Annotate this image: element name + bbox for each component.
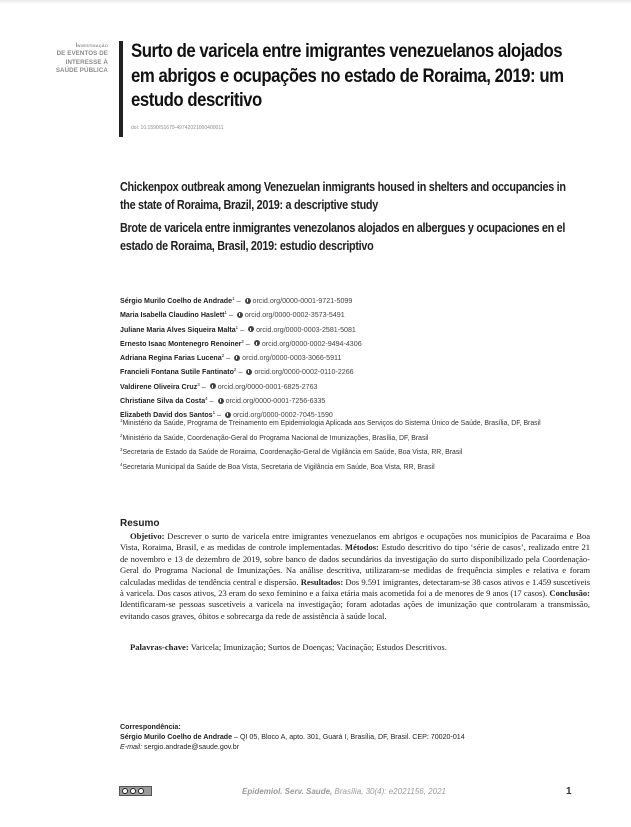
email-address[interactable]: sergio.andrade@saude.gov.br <box>142 743 240 751</box>
author-affiliation-mark: 2 <box>241 338 244 344</box>
results-text: Dos 9.591 imigrantes, detectaram-se 38 casos ativos e 1.459 suscetíveis à varicela. Dos casos ativos, 23 eram do sexo feminino e a faixa etária mais acometida foi a de menores de 9 anos (17 casos). <box>120 576 590 599</box>
affiliation-text: Ministério da Saúde, Coordenação-Geral do Programa Nacional de Imunizações, Brasília, DF, Brasil <box>122 434 429 442</box>
orcid-icon <box>210 383 216 389</box>
methods-label: Métodos: <box>344 542 379 553</box>
affiliation-entry <box>120 460 590 474</box>
conclusion-label: Conclusão: <box>549 588 590 599</box>
author-affiliation-mark: 2 <box>221 353 225 359</box>
affiliation-number: 3 <box>120 447 123 452</box>
author-name: Francieli Fontana Sutile Fantinato <box>120 368 234 377</box>
author-entry <box>120 350 362 364</box>
affiliation-text: Secretaria de Estado da Saúde de Roraima, Coordenação-Geral de Vigilância em Saúde, Boa Vista, RR, Brasil <box>122 449 463 456</box>
correspondence-name: Sérgio Murilo Coelho de Andrade <box>120 733 233 741</box>
article-title: Surto de varicela entre imigrantes venezuelanos alojados em abrigos e ocupações no estado de Roraima, 2019: um estudo descritivo <box>131 40 564 111</box>
affiliation-entry <box>120 416 590 430</box>
results-label: Resultados: <box>300 576 344 587</box>
author-affiliation-mark: 1 <box>212 410 216 416</box>
orcid-icon <box>245 298 251 304</box>
citation-text: Brasília, 30(4): e2021156, 2021 <box>332 787 446 796</box>
separator: – <box>238 368 243 377</box>
author-name: Juliane Maria Alves Siqueira Malta <box>120 325 236 334</box>
separator: – <box>228 311 233 320</box>
affiliation-entry <box>120 445 590 459</box>
orcid-link[interactable]: orcid.org/0000-0002-7045-1590 <box>233 411 333 420</box>
orcid-link[interactable]: orcid.org/0000-0003-2581-5081 <box>256 325 356 334</box>
orcid-link[interactable]: orcid.org/0000-0002-0110-2266 <box>254 368 354 377</box>
correspondence-address <box>120 732 465 742</box>
author-name: Adriana Regina Farias Lucena <box>120 354 222 363</box>
correspondence-email <box>120 742 465 752</box>
author-name: Ernesto Isaac Montenegro Renoiner <box>120 339 242 348</box>
keywords <box>130 642 447 652</box>
correspondence <box>120 722 465 752</box>
keywords-label: Palavras-chave: <box>130 642 189 652</box>
by-icon <box>130 788 136 794</box>
orcid-icon <box>248 326 254 332</box>
orcid-icon <box>234 355 240 361</box>
doi-link[interactable]: doi: 10.1590/S1679-49742021000400011 <box>131 125 224 131</box>
section-label-line: SAÚDE PÚBLICA <box>55 66 108 74</box>
author-entry <box>120 379 362 393</box>
orcid-link[interactable]: orcid.org/0000-0001-7256-6335 <box>225 397 326 406</box>
orcid-link[interactable]: orcid.org/0000-0001-9721-5099 <box>252 297 353 305</box>
objective-text: Descrever o surto de varicela entre imigrantes venezuelanos em abrigos e ocupações nos municípios de Pacaraima e Boa Vista, Roraima, Brasil, e as medidas de controle implementadas. <box>120 531 590 553</box>
page-number: 1 <box>566 786 572 797</box>
affiliation-text: Ministério da Saúde, Programa de Treinamento em Epidemiologia Aplicada aos Serviços do Sistema Único de Saúde, Brasília, DF, Brasil <box>122 420 541 427</box>
author-affiliation-mark: 1 <box>224 310 227 316</box>
author-entry <box>120 307 362 321</box>
abstract-body <box>120 531 590 622</box>
separator: – <box>245 339 250 348</box>
separator: – <box>209 397 214 406</box>
page-top-shadow <box>0 0 631 4</box>
journal-name: Epidemiol. Serv. Saude, <box>242 787 333 796</box>
orcid-icon <box>218 398 224 404</box>
email-label: E-mail: <box>120 743 143 751</box>
orcid-link[interactable]: orcid.org/0000-0002-3573-5491 <box>244 311 345 320</box>
author-entry <box>120 393 362 407</box>
objective-label: Objetivo: <box>130 531 165 541</box>
section-label-line: DE EVENTOS DE <box>56 50 108 58</box>
author-name: Valdirene Oliveira Cruz <box>120 382 198 391</box>
author-entry <box>120 336 362 350</box>
keywords-text: Varicela; Imunização; Surtos de Doenças; Vacinação; Estudos Descritivos. <box>188 642 447 652</box>
affiliation-number: 1 <box>120 418 123 423</box>
spanish-title: Brote de varicela entre inmigrantes venezolanos alojados en albergues y ocupaciones en el estado de Roraima, Brasil, 2019: estudio descriptivo <box>120 221 566 253</box>
author-affiliation-mark: 4 <box>205 396 208 402</box>
orcid-link[interactable]: orcid.org/0000-0001-6825-2763 <box>217 382 318 391</box>
section-label-line: INTERESSE À <box>65 58 108 66</box>
methods-text: Estudo descritivo do tipo ‘série de casos’, realizado entre 21 de novembro e 13 de dezembro de 2019, sobre banco de dados secundários da investigação do surto disponibilizado pela Coordenação-Geral do Programa Nacional de Imunizações. Na análise descritiva, utilizaram-se medidas de frequência simples e relativa e foram calculadas medidas de tendência central e dispersão. <box>120 542 590 587</box>
author-entry <box>120 293 362 307</box>
english-title: Chickenpox outbreak among Venezuelan inmigrants housed in shelters and occupancies in the state of Roraima, Brazil, 2019: a descriptive study <box>120 180 566 212</box>
journal-citation <box>242 787 446 796</box>
orcid-icon <box>246 369 252 375</box>
affiliation-entry <box>120 431 590 445</box>
orcid-link[interactable]: orcid.org/0000-0003-3066-5911 <box>242 354 342 363</box>
correspondence-address-text: – QI 05, Bloco A, apto. 301, Guará I, Brasília, DF, Brasil. CEP: 70020-014 <box>232 733 465 741</box>
affiliation-text: Secretaria Municipal da Saúde de Boa Vista, Secretaria de Vigilância em Saúde, Boa Vista, RR, Brasil <box>122 463 435 471</box>
section-label-line: Investigação <box>75 42 108 49</box>
separator: – <box>236 297 241 305</box>
orcid-link[interactable]: orcid.org/0000-0002-9494-4306 <box>261 339 362 348</box>
abstract-heading: Resumo <box>120 518 160 529</box>
section-label <box>40 42 108 75</box>
affiliation-number: 4 <box>120 461 123 467</box>
conclusion-text: Identificaram-se pessoas suscetíveis a varicela na investigação; foram adotadas ações de imunização que controlaram a transmissão, evitando casos graves, óbitos e sobrecarga da rede de assistência à saúde local. <box>120 599 590 621</box>
author-entry <box>120 364 362 378</box>
author-affiliation-mark: 2 <box>233 367 237 373</box>
orcid-icon <box>237 312 243 318</box>
affiliation-list <box>120 416 590 474</box>
author-name: Elizabeth David dos Santos <box>120 411 213 420</box>
author-name: Sérgio Murilo Coelho de Andrade <box>120 297 233 305</box>
title-accent-bar <box>119 41 123 137</box>
separator: – <box>201 382 206 391</box>
separator: – <box>240 325 245 334</box>
author-name: Christiane Silva da Costa <box>120 397 206 406</box>
cc-by-nc-icon[interactable] <box>119 786 152 796</box>
author-name: Maria Isabella Claudino Haslett <box>120 311 225 320</box>
author-affiliation-mark: 3 <box>197 381 200 387</box>
author-list <box>120 293 362 422</box>
author-entry <box>120 322 362 336</box>
correspondence-heading: Correspondência: <box>120 723 181 731</box>
separator: – <box>226 354 231 363</box>
affiliation-number: 2 <box>120 432 123 438</box>
author-affiliation-mark: 1 <box>232 296 235 301</box>
nc-icon <box>138 788 144 794</box>
separator: – <box>217 411 222 420</box>
cc-icon <box>122 788 128 794</box>
orcid-icon <box>254 340 260 346</box>
author-affiliation-mark: 1 <box>235 324 239 330</box>
